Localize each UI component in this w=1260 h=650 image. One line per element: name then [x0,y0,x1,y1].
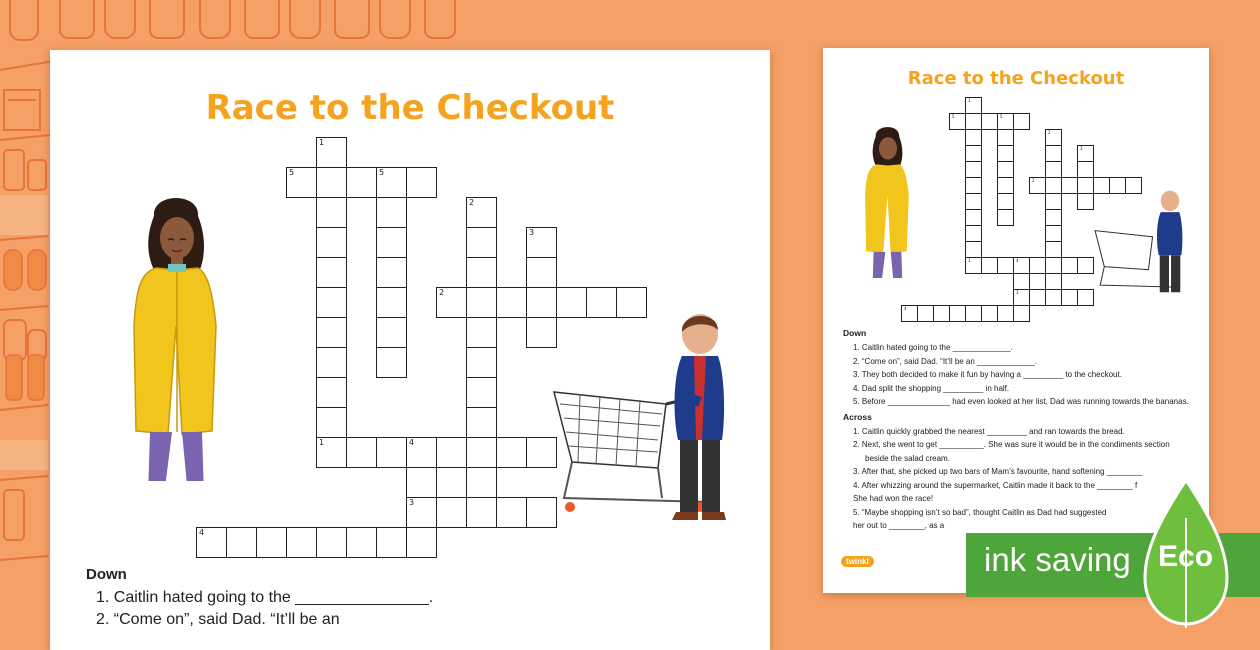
clue-line: 2. Next, she went to get __________. She was sure it would be in the condiments section beside the salad cream. [853,440,1170,463]
clue-line: She had won the race! [853,494,934,503]
clue-number: 4 [409,438,415,447]
crossword-cell[interactable] [997,257,1014,274]
crossword-cell[interactable] [965,241,982,258]
crossword-cell[interactable] [997,161,1014,178]
crossword-cell[interactable] [316,377,347,408]
crossword-cell[interactable] [316,257,347,288]
crossword-cell[interactable] [981,257,998,274]
crossword-cell[interactable] [965,113,982,130]
crossword-cell[interactable] [965,209,982,226]
clue-number: 3 [1080,146,1083,151]
preview-down-heading: Down [843,328,867,338]
crossword-cell[interactable] [1045,145,1062,162]
clue-number: 5 [1000,114,1003,119]
twinkl-logo: twinkl [841,556,874,567]
crossword-cell[interactable] [1045,209,1062,226]
crossword-cell[interactable] [965,305,982,322]
crossword-cell[interactable] [965,161,982,178]
crossword-cell[interactable] [496,287,527,318]
clue-number: 4 [1016,258,1019,263]
crossword-cell[interactable] [1013,113,1030,130]
preview-boy-with-trolley-illustration [1093,188,1188,300]
clue-number: 5 [289,168,295,177]
clue-number: 1 [968,98,971,103]
crossword-cell[interactable] [1077,289,1094,306]
crossword-cell[interactable] [965,177,982,194]
crossword-cell[interactable] [406,467,437,498]
crossword-cell[interactable] [997,193,1014,210]
crossword-cell[interactable] [1029,289,1046,306]
clue-line: 4. After whizzing around the supermarket, Caitlin made it back to the ________ f [853,480,1138,490]
crossword-cell[interactable] [526,257,557,288]
crossword-cell[interactable] [1045,241,1062,258]
preview-girl-illustration [863,126,913,278]
crossword-cell[interactable] [316,527,347,558]
crossword-cell[interactable] [1045,225,1062,242]
crossword-cell[interactable] [376,317,407,348]
worksheet-title: Race to the Checkout [205,88,615,128]
clue-line: 3. They both decided to make it fun by having a _________ to the checkout. [853,370,1122,379]
clue-number: 1 [319,438,325,447]
crossword-cell[interactable] [1061,257,1078,274]
clue-number: 4 [904,306,907,311]
crossword-cell[interactable] [316,197,347,228]
clue-number: 1 [319,138,325,147]
crossword-cell[interactable] [1045,273,1062,290]
crossword-cell[interactable] [1077,193,1094,210]
crossword-cell[interactable] [436,497,467,528]
crossword-cell[interactable] [436,437,467,468]
crossword-cell[interactable] [917,305,934,322]
crossword-cell[interactable] [376,227,407,258]
crossword-cell[interactable] [316,407,347,438]
clue-number: 5 [952,114,955,119]
crossword-cell[interactable] [1061,289,1078,306]
crossword-cell[interactable] [226,527,257,558]
clue-line: 5. “Maybe shopping isn’t so bad”, thought Caitlin as Dad had suggested [853,507,1107,517]
down-heading: Down [86,566,127,583]
crossword-cell[interactable] [376,257,407,288]
crossword-cell[interactable] [316,317,347,348]
crossword-cell[interactable] [949,305,966,322]
crossword-cell[interactable] [965,145,982,162]
clue-number: 3 [529,228,535,237]
clue-line: her out to ________, as a [853,521,945,530]
clue-line: 5. Before ______________ had even looked at her list, Dad was running towards the bananas. [853,397,1189,406]
clue-line: 4. Dad split the shopping _________ in half. [853,383,1010,393]
clue-line: 1. Caitlin quickly grabbed the nearest _________ and ran towards the bread. [853,426,1125,436]
clue-line: 1. Caitlin hated going to the _____________. [853,343,1013,352]
girl-illustration [132,196,222,481]
crossword-cell[interactable] [1045,161,1062,178]
crossword-cell[interactable] [316,167,347,198]
crossword-cell[interactable] [346,437,377,468]
boy-with-trolley-illustration [550,312,735,524]
crossword-cell[interactable] [1077,161,1094,178]
crossword-cell[interactable] [466,497,497,528]
crossword-worksheet [50,50,770,650]
crossword-cell[interactable] [981,305,998,322]
crossword-cell[interactable] [997,129,1014,146]
crossword-cell[interactable] [496,437,527,468]
crossword-cell[interactable] [1029,257,1046,274]
crossword-cell[interactable] [466,317,497,348]
ink-saving-label: ink saving [984,541,1131,578]
crossword-cell[interactable] [406,167,437,198]
crossword-cell[interactable] [1045,193,1062,210]
clue-number: 1 [968,258,971,263]
crossword-cell[interactable] [965,193,982,210]
crossword-cell[interactable] [376,527,407,558]
crossword-cell[interactable] [1045,177,1062,194]
crossword-cell[interactable] [376,287,407,318]
crossword-cell[interactable] [1013,305,1030,322]
clue-line: 3. After that, she picked up two bars of Mam’s favourite, hand softening ________ [853,467,1143,476]
clue-line: 2. “Come on”, said Dad. “It’ll be an _____________. [853,356,1038,366]
crossword-cell[interactable] [466,287,497,318]
clue-number: 5 [379,168,385,177]
clue-number: 2 [1032,178,1035,183]
crossword-cell[interactable] [466,347,497,378]
clue-number: 2 [469,198,475,207]
preview-title: Race to the Checkout [907,68,1125,89]
crossword-cell[interactable] [346,527,377,558]
crossword-cell[interactable] [981,113,998,130]
clue-line: 2. “Come on”, said Dad. “It’ll be an [96,611,340,628]
crossword-cell[interactable] [466,227,497,258]
crossword-cell[interactable] [933,305,950,322]
crossword-cell[interactable] [1045,257,1062,274]
crossword-cell[interactable] [965,129,982,146]
crossword-cell[interactable] [1077,257,1094,274]
clue-number: 3 [409,498,415,507]
clue-number: 4 [199,528,205,537]
crossword-cell[interactable] [997,177,1014,194]
clue-number: 2 [1048,130,1051,135]
clue-number: 2 [439,288,445,297]
crossword-cell[interactable] [376,437,407,468]
crossword-cell[interactable] [965,225,982,242]
preview-across-heading: Across [843,411,872,422]
crossword-cell[interactable] [997,305,1014,322]
crossword-cell[interactable] [346,167,377,198]
eco-label: Eco [1158,540,1214,573]
crossword-cell[interactable] [256,527,287,558]
crossword-cell[interactable] [496,497,527,528]
crossword-cell[interactable] [466,257,497,288]
clue-list [86,566,726,629]
crossword-cell[interactable] [997,209,1014,226]
crossword-cell[interactable] [997,145,1014,162]
crossword-cell[interactable] [376,197,407,228]
crossword-cell[interactable] [1045,289,1062,306]
crossword-cell[interactable] [286,527,317,558]
crossword-cell[interactable] [1013,273,1030,290]
crossword-cell[interactable] [1061,177,1078,194]
clue-number: 3 [1016,290,1019,295]
crossword-cell[interactable] [466,467,497,498]
crossword-cell[interactable] [466,377,497,408]
crossword-cell[interactable] [466,407,497,438]
crossword-cell[interactable] [406,527,437,558]
crossword-cell[interactable] [1077,177,1094,194]
crossword-cell[interactable] [466,437,497,468]
crossword-cell[interactable] [316,227,347,258]
crossword-cell[interactable] [376,347,407,378]
crossword-cell[interactable] [316,347,347,378]
clue-line: 1. Caitlin hated going to the _______________. [96,589,434,606]
crossword-cell[interactable] [316,287,347,318]
